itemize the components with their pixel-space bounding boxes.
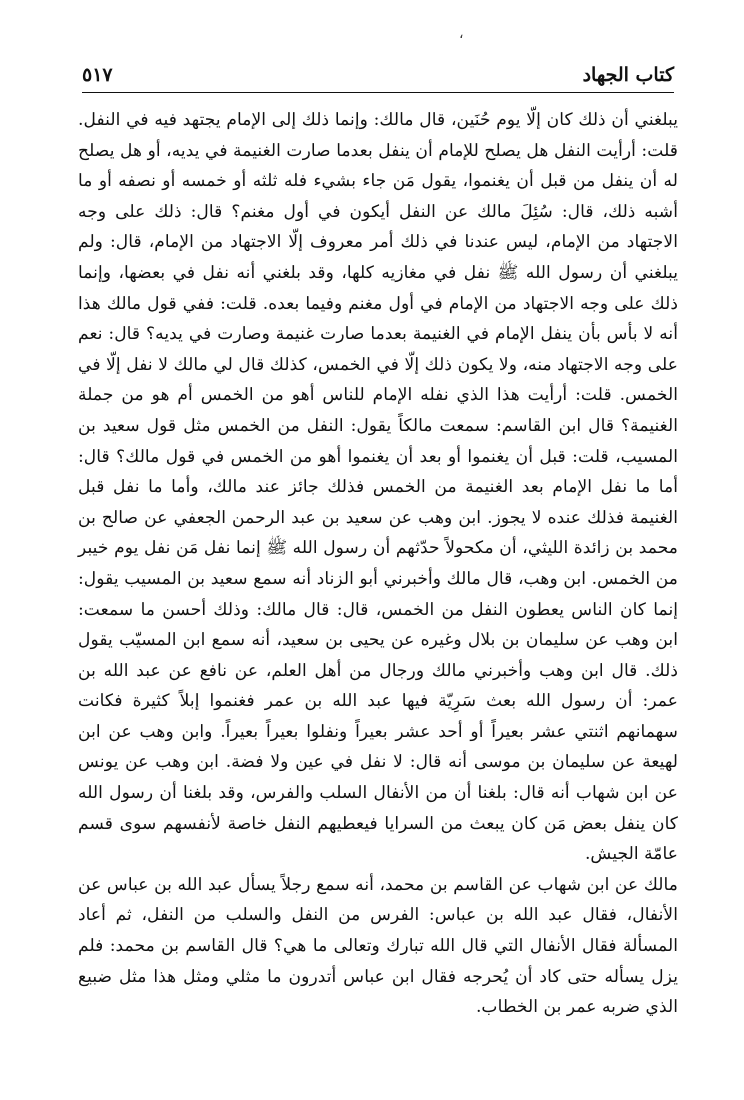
stray-mark: ، [459, 26, 464, 42]
body-text [78, 105, 678, 1023]
paragraph: مالك عن ابن شهاب عن القاسم بن محمد، أنه سمع رجلاً يسأل عبد الله بن عباس عن الأنفال، فقال عبد الله بن عباس: الفرس من النفل والسلب من النفل، ثم أعاد المسألة فقال الأنفال التي قال الله تبارك وتعالى ما هي؟ قال القاسم بن محمد: فلم يزل يسأله حتى كاد أن يُحرجه فقال ابن عباس أتدرون ما مثلي ومثل هذا مثل ضبيع الذي ضربه عمر بن الخطاب. [78, 874, 678, 1018]
page-number: ٥١٧ [82, 64, 113, 86]
running-title: كتاب الجهاد [582, 64, 674, 86]
page-header [82, 56, 674, 90]
header-rule [82, 92, 674, 93]
paragraph: يبلغني أن ذلك كان إلّا يوم حُنَين، قال مالك: وإنما ذلك إلى الإمام يجتهد فيه في النفل. قلت: أرأيت النفل هل يصلح للإمام أن ينفل بعدما صارت الغنيمة في يديه، أو هل يصلح له أن ينفل من قبل أن يغنموا، يقول مَن جاء بشيء فله ثلثه أو خمسه أو نصفه أو ما أشبه ذلك، قال: سُئِلَ مالك عن النفل أيكون في أول مغنم؟ قال: ذلك على وجه الاجتهاد من الإمام، ليس عندنا في ذلك أمر معروف إلّا الاجتهاد من الإمام، قال: ولم يبلغني أن رسول الله ﷺ نفل في مغازيه كلها، وقد بلغني أنه نفل في بعضها، وإنما ذلك على وجه الاجتهاد من الإمام في أول مغنم وفيما بعده. قلت: ففي قول مالك هذا أنه لا بأس بأن ينفل الإمام في الغنيمة بعدما صارت غنيمة وصارت في يديه؟ قال: نعم على وجه الاجتهاد منه، ولا يكون ذلك إلّا في الخمس، كذلك قال لي مالك لا نفل إلّا في الخمس. قلت: أرأيت هذا الذي نفله الإمام للناس أهو من الخمس أم هو من جملة الغنيمة؟ قال ابن القاسم: سمعت مالكاً يقول: النفل من الخمس مثل قول سعيد بن المسيب، قلت: قبل أن يغنموا أو بعد أن يغنموا أهو من الخمس في قول مالك؟ قال: أما ما نفل الإمام بعد الغنيمة من الخمس فذلك جائز عند مالك، وأما ما نفل قبل الغنيمة فذلك عنده لا يجوز. ابن وهب عن سعيد بن عبد الرحمن الجعفي عن صالح بن محمد بن زائدة الليثي، أن مكحولاً حدّثهم أن رسول الله ﷺ إنما نفل مَن نفل يوم خيبر من الخمس. ابن وهب، قال مالك وأخبرني أبو الزناد أنه سمع سعيد بن المسيب يقول: إنما كان الناس يعطون النفل من الخمس، قال: قال مالك: وذلك أحسن ما سمعت: ابن وهب عن سليمان بن بلال وغيره عن يحيى بن سعيد، أنه سمع ابن المسيّب يقول ذلك. قال ابن وهب وأخبرني مالك ورجال من أهل العلم، عن نافع عن عبد الله بن عمر: أن رسول الله بعث سَرِيّة فيها عبد الله بن عمر فغنموا إبلاً كثيرة فكانت سهمانهم اثنتي عشر بعيراً أو أحد عشر بعيراً ونفلوا بعيراً بعيراً. وابن وهب عن ابن لهيعة عن سليمان بن موسى أنه قال: لا نفل في عين ولا فضة. ابن وهب عن يونس عن ابن شهاب أنه قال: بلغنا أن من الأنفال السلب والفرس، وقد بلغنا أن رسول الله كان ينفل بعض مَن كان يبعث من السرايا فيعطيهم النفل خاصة لأنفسهم سوى قسم عامّة الجيش. [78, 110, 678, 865]
